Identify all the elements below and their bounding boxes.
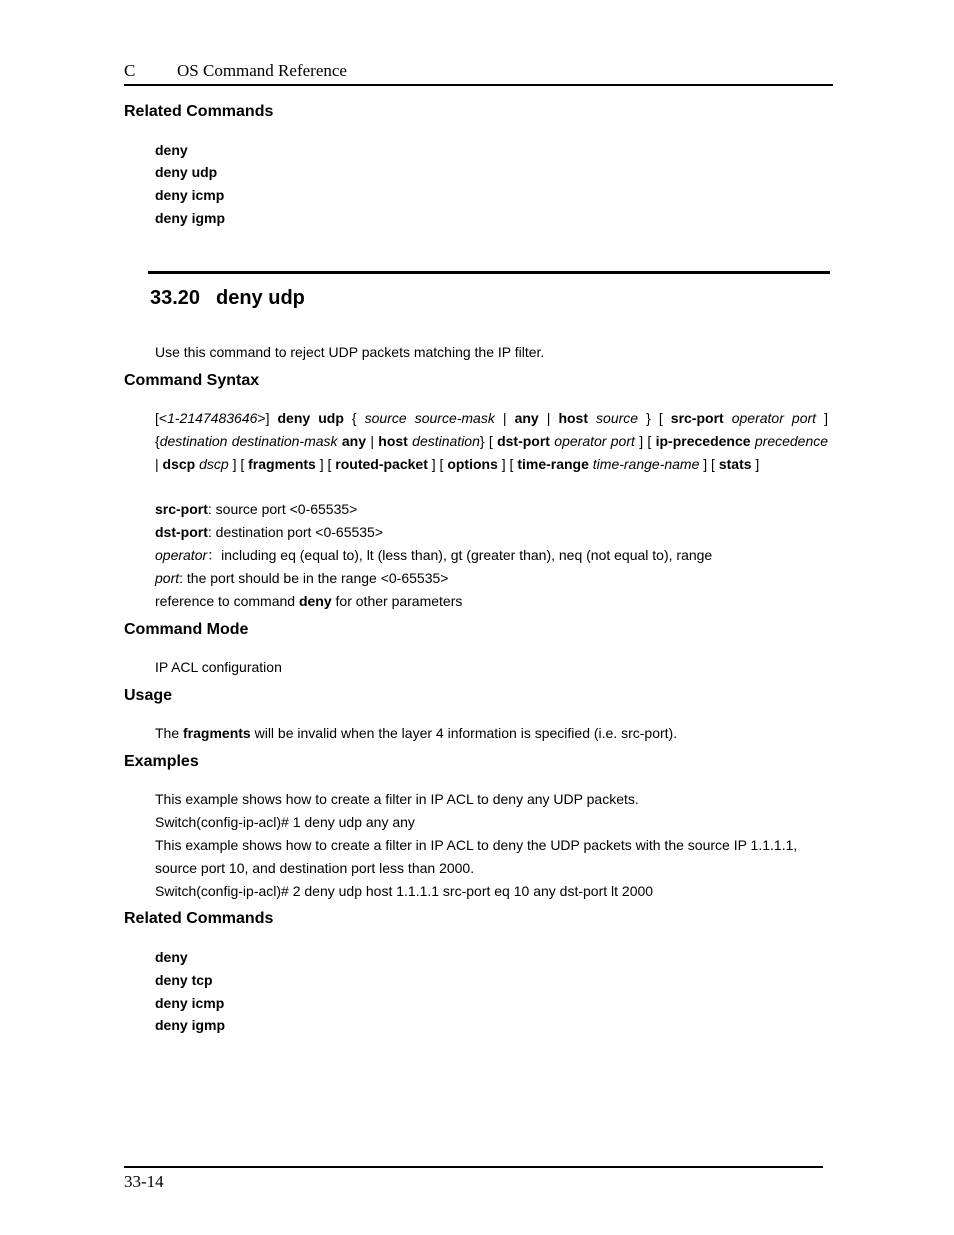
example-line: Switch(config-ip-acl)# 1 deny udp any any bbox=[155, 814, 415, 830]
param-src-port: src-port: source port <0-65535> bbox=[155, 501, 358, 517]
param-dst-port: dst-port: destination port <0-65535> bbox=[155, 524, 384, 540]
example-line: source port 10, and destination port less than 2000. bbox=[155, 860, 475, 876]
example-line: This example shows how to create a filter in IP ACL to deny the UDP packets with the source IP 1.1.1.1, bbox=[155, 837, 798, 853]
param-port: port: the port should be in the range <0-65535> bbox=[155, 570, 449, 586]
usage-heading: Usage bbox=[124, 687, 173, 704]
related-command-item: deny icmp bbox=[155, 187, 225, 203]
related-command-item: deny igmp bbox=[155, 210, 226, 226]
running-header bbox=[124, 61, 347, 81]
page-number: 33-14 bbox=[124, 1172, 164, 1191]
section-number: 33.20 bbox=[150, 287, 201, 309]
command-syntax-heading: Command Syntax bbox=[124, 372, 260, 389]
header-rule bbox=[124, 84, 833, 86]
related-command-item: deny udp bbox=[155, 164, 218, 180]
command-mode-text: IP ACL configuration bbox=[155, 659, 282, 675]
syntax-block: [<1-2147483646>] deny udp { source source-mask | any | host source } [ src-port operator port ]{destination destination-mask any | host destination} [ dst-port operator port ] [ ip-precedence precedence | dscp dscp ] [ fragments ] [ routed-packet ] [ options ] [ time-range time-range-name ] [ stats ] bbox=[155, 410, 829, 472]
header-title: OS Command Reference bbox=[177, 61, 347, 80]
related-command-item: deny igmp bbox=[155, 1017, 226, 1033]
related-command-item: deny bbox=[155, 949, 188, 965]
header-letter: C bbox=[124, 61, 136, 80]
usage-text: The fragments will be invalid when the layer 4 information is specified (i.e. src-port). bbox=[155, 725, 678, 741]
intro-text: Use this command to reject UDP packets matching the IP filter. bbox=[155, 344, 545, 360]
param-operator: operator：including eq (equal to), lt (less than), gt (greater than), neq (not equal to), range bbox=[155, 547, 713, 563]
related-command-item: deny tcp bbox=[155, 972, 213, 988]
related-commands-heading-top: Related Commands bbox=[124, 103, 274, 120]
section-title bbox=[150, 287, 305, 310]
section-rule bbox=[148, 271, 830, 274]
command-mode-heading: Command Mode bbox=[124, 621, 249, 638]
related-commands-heading-bottom: Related Commands bbox=[124, 910, 274, 927]
examples-heading: Examples bbox=[124, 753, 199, 770]
example-line: Switch(config-ip-acl)# 2 deny udp host 1.1.1.1 src-port eq 10 any dst-port lt 2000 bbox=[155, 883, 654, 899]
related-command-item: deny icmp bbox=[155, 995, 225, 1011]
syntax-parameters bbox=[155, 498, 712, 613]
section-name: deny udp bbox=[216, 287, 305, 309]
related-command-item: deny bbox=[155, 142, 188, 158]
param-reference: reference to command deny for other parameters bbox=[155, 593, 463, 609]
example-line: This example shows how to create a filter in IP ACL to deny any UDP packets. bbox=[155, 791, 639, 807]
footer-rule bbox=[124, 1166, 823, 1168]
